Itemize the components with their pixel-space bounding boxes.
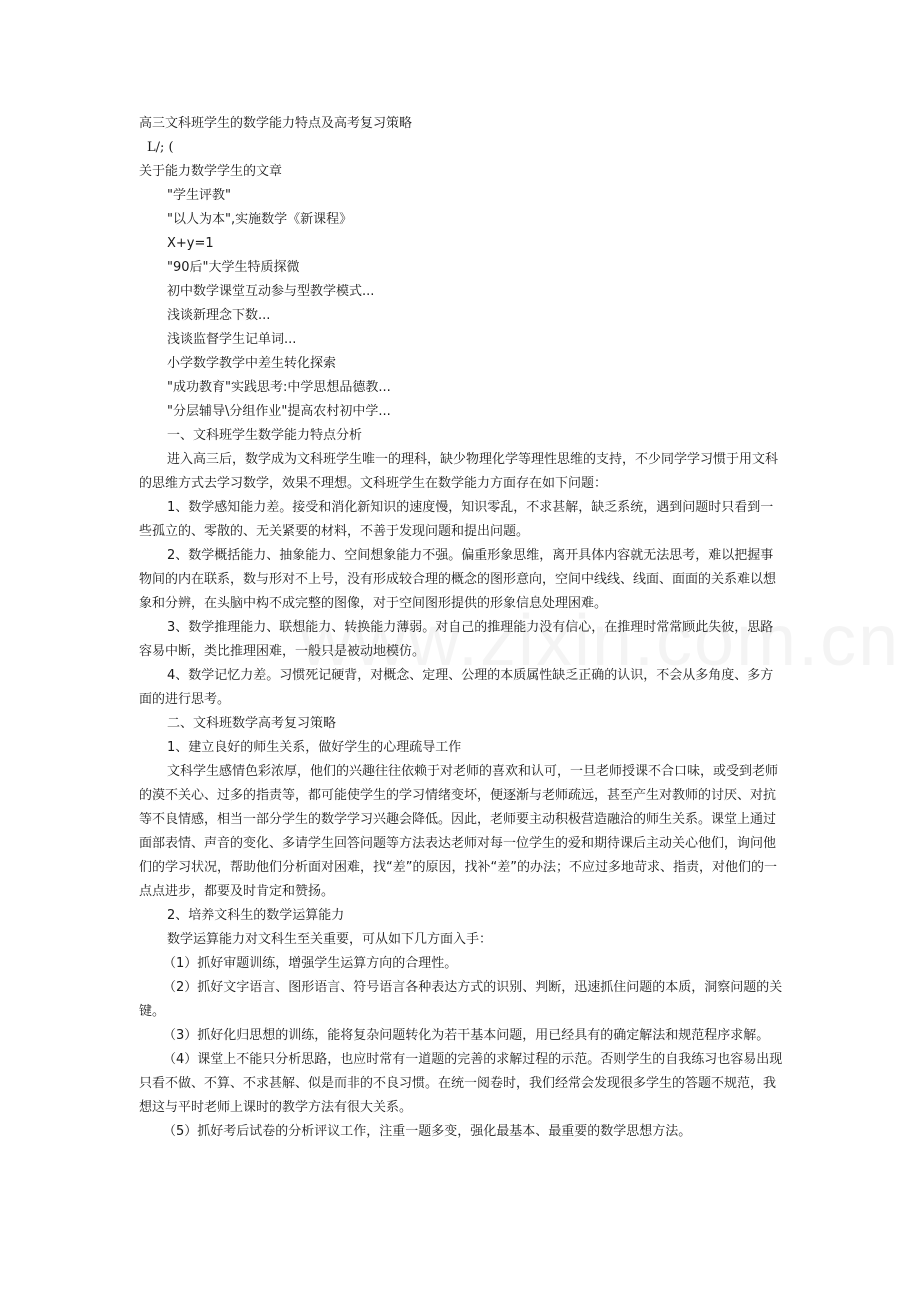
document-body [139, 112, 784, 1144]
related-article-link[interactable]: 小学数学教学中差生转化探索 [167, 356, 337, 371]
paragraph: 2、数学概括能力、抽象能力、空间想象能力不强。偏重形象思维，离开具体内容就无法思考，难以把握事物间的内在联系，数与形对不上号，没有形成较合理的概念的图形意向，空间中线线、线面、面面的关系难以想象和分辨，在头脑中构不成完整的图像，对于空间图形提供的形象信息处理困难。 [139, 548, 777, 611]
related-article-link[interactable]: 浅谈新理念下数... [167, 308, 271, 323]
list-item: （1）抓好审题训练，增强学生运算方向的合理性。 [163, 956, 458, 971]
paragraph: 4、数学记忆力差。习惯死记硬背，对概念、定理、公理的本质属性缺乏正确的认识，不会从多角度、多方面的进行思考。 [139, 668, 774, 707]
related-article-link[interactable]: "学生评教" [167, 188, 231, 203]
paragraph: 1、数学感知能力差。接受和消化新知识的速度慢，知识零乱，不求甚解，缺乏系统，遇到问题时只看到一些孤立的、零散的、无关紧要的材料，不善于发现问题和提出问题。 [139, 500, 774, 539]
related-article-link[interactable]: "90后"大学生特质探微 [167, 260, 300, 275]
related-article-link[interactable]: 初中数学课堂互动参与型教学模式... [167, 284, 375, 299]
paragraph: 进入高三后，数学成为文科班学生唯一的理科，缺少物理化学等理性思维的支持，不少同学学习惯于用文科的思维方式去学习数学，效果不理想。文科班学生在数学能力方面存在如下问题： [139, 452, 779, 491]
document-title: 高三文科班学生的数学能力特点及高考复习策略 [139, 116, 413, 131]
list-item: （5）抓好考后试卷的分析评议工作，注重一题多变，强化最基本、最重要的数学思想方法。 [163, 1124, 692, 1139]
list-item: （3）抓好化归思想的训练，能将复杂问题转化为若干基本问题，用已经具有的确定解法和规范程序求解。 [163, 1028, 770, 1043]
related-article-link[interactable]: "分层辅导\分组作业"提高农村初中学... [167, 404, 391, 419]
related-articles-list [139, 184, 784, 424]
related-article-link[interactable]: X+y=1 [167, 236, 214, 251]
section-heading: 一、文科班学生数学能力特点分析 [167, 428, 363, 443]
paragraph: 数学运算能力对文科生至关重要，可从如下几方面入手： [167, 932, 493, 947]
paragraph: 文科学生感情色彩浓厚，他们的兴趣往往依赖于对老师的喜欢和认可，一旦老师授课不合口味，或受到老师的漠不关心、过多的指责等，都可能使学生的学习情绪变坏，便逐渐与老师疏远，甚至产生对教师的讨厌、对抗等不良情感，相当一部分学生的数学学习兴趣会降低。因此，老师要主动积极营造融洽的师生关系。课堂上通过面部表情、声音的变化、多请学生回答问题等方法表达老师对每一位学生的爱和期待课后主动关心他们，询问他们的学习状况，帮助他们分析面对困难，找“差”的原因，找补“差”的办法；不应过多地苛求、指责，对他们的一点点进步，都要及时肯定和赞扬。 [139, 764, 779, 899]
list-item: （2）抓好文字语言、图形语言、符号语言各种表达方式的识别、判断，迅速抓住问题的本质，洞察问题的关键。 [139, 980, 783, 1019]
related-article-link[interactable]: 浅谈监督学生记单词... [167, 332, 297, 347]
related-article-link[interactable]: "成功教育"实践思考:中学思想品德教... [167, 380, 391, 395]
list-item: （4）课堂上不能只分析思路，也应时常有一道题的完善的求解过程的示范。否则学生的自我练习也容易出现只看不做、不算、不求甚解、似是而非的不良习惯。在统一阅卷时，我们经常会发现很多学生的答题不规范，我想这与平时老师上课时的教学方法有很大关系。 [139, 1052, 783, 1115]
subsection-heading: 2、培养文科生的数学运算能力 [167, 908, 345, 923]
section-heading: 二、文科班数学高考复习策略 [167, 716, 337, 731]
paragraph: 3、数学推理能力、联想能力、转换能力薄弱。对自己的推理能力没有信心，在推理时常常顾此失彼，思路容易中断，类比推理困难，一般只是被动地模仿。 [139, 620, 774, 659]
symbol-line: L/; ( [147, 140, 174, 155]
related-article-link[interactable]: "以人为本",实施数学《新课程》 [167, 212, 353, 227]
related-articles-heading: 关于能力数学学生的文章 [139, 164, 283, 179]
subsection-heading: 1、建立良好的师生关系，做好学生的心理疏导工作 [167, 740, 462, 755]
